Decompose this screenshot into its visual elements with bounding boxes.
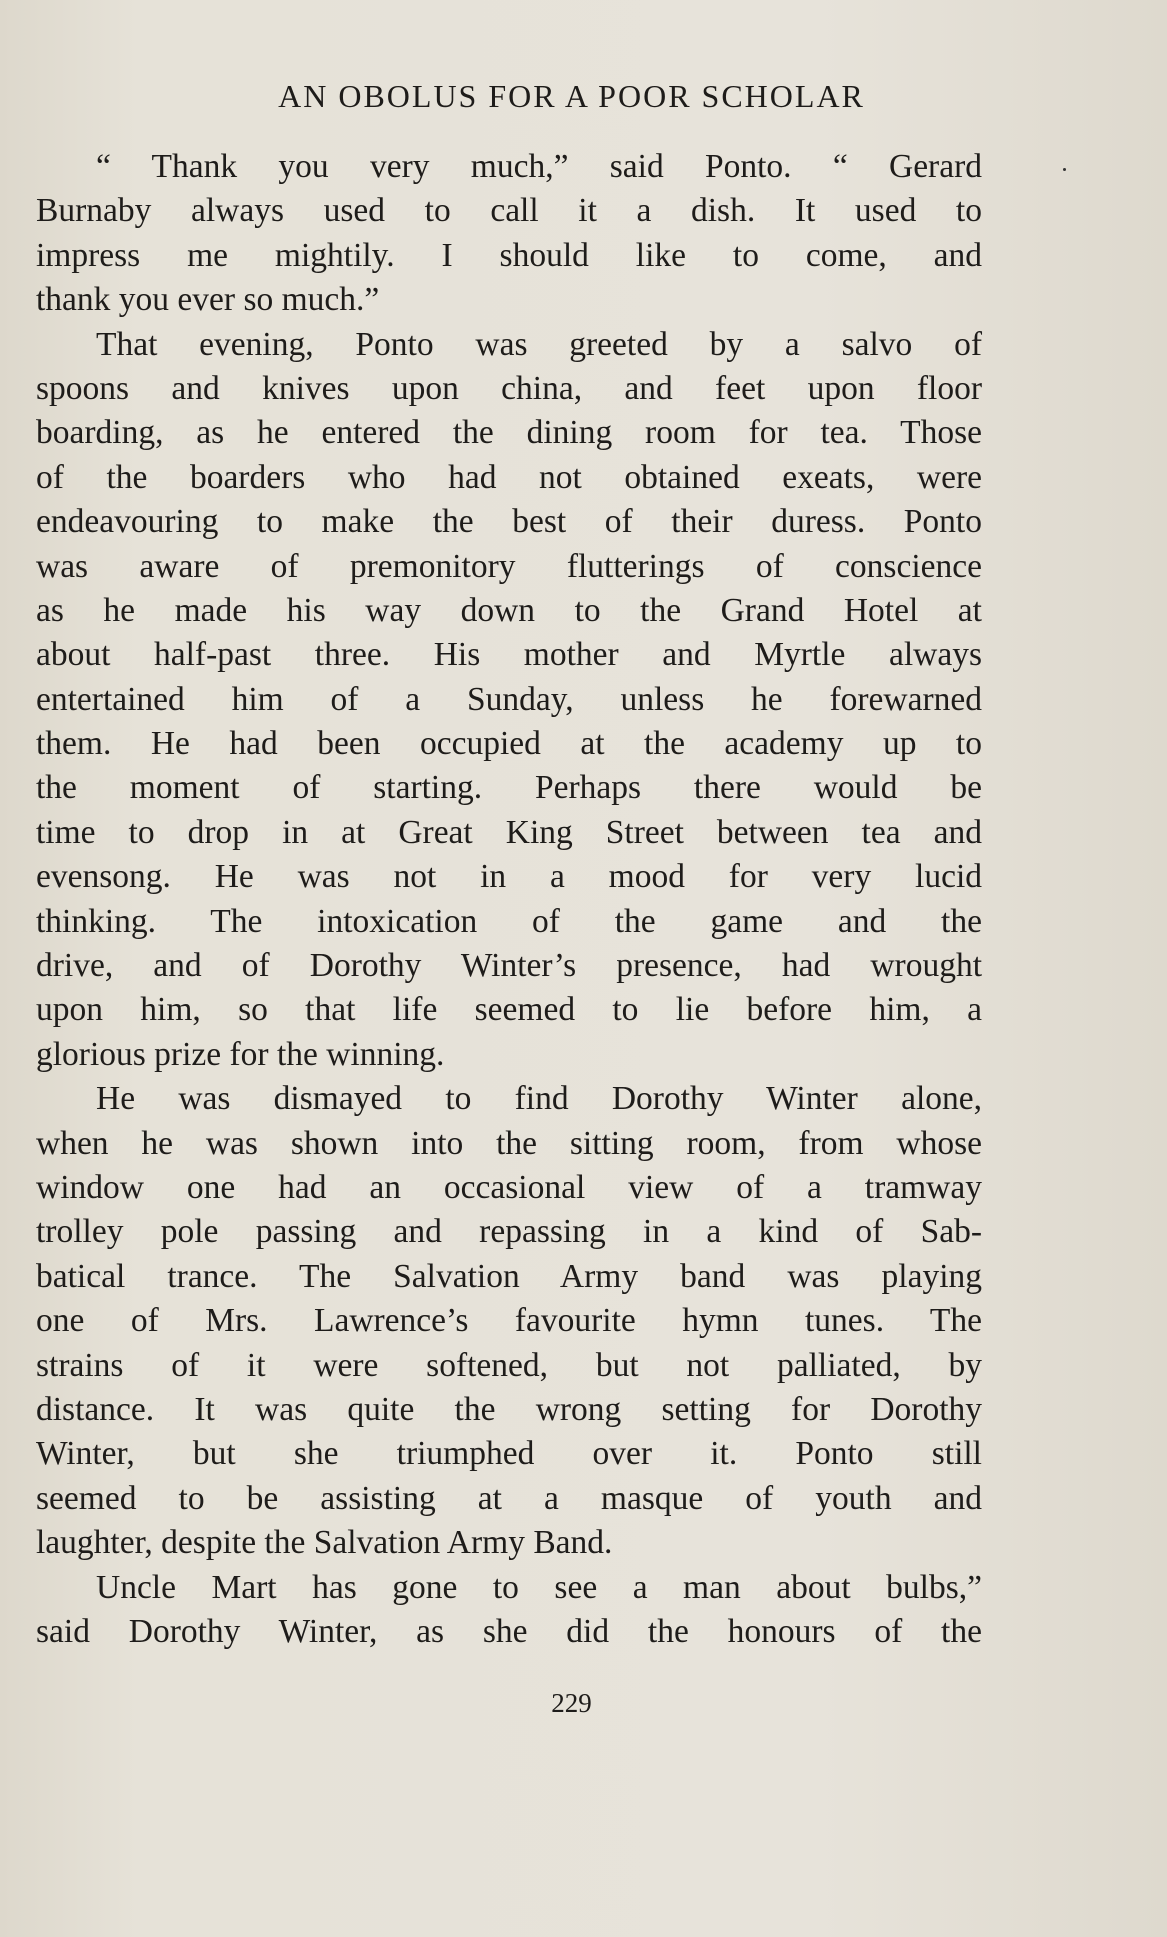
text-line: thinking. The intoxication of the game and the [36, 902, 982, 940]
text-line: time to drop in at Great King Street between tea and [36, 813, 982, 851]
text-line: laughter, despite the Salvation Army Band. [36, 1524, 613, 1562]
page-number: 229 [551, 1688, 592, 1718]
margin-mark [1063, 168, 1066, 171]
text-line: That evening, Ponto was greeted by a salvo of [96, 325, 982, 363]
text-line: boarding, as he entered the dining room for tea. Those [36, 414, 982, 452]
text-line: window one had an occasional view of a tramway [36, 1168, 982, 1206]
text-line: impress me mightily. I should like to come, and [36, 236, 982, 274]
text-line: batical trance. The Salvation Army band was playing [36, 1257, 982, 1295]
text-line: spoons and knives upon china, and feet upon floor [36, 369, 982, 407]
text-line: said Dorothy Winter, as she did the honours of the [36, 1612, 982, 1650]
text-line: of the boarders who had not obtained exeats, were [36, 458, 982, 496]
text-line: strains of it were softened, but not palliated, by [36, 1346, 982, 1384]
text-line: “ Thank you very much,” said Ponto. “ Gerard [96, 148, 982, 185]
text-line: seemed to be assisting at a masque of youth and [36, 1479, 982, 1517]
text-line: He was dismayed to find Dorothy Winter alone, [96, 1080, 982, 1118]
text-line: upon him, so that life seemed to lie before him, a [36, 991, 982, 1029]
text-line: entertained him of a Sunday, unless he forewarned [36, 680, 982, 718]
text-line: distance. It was quite the wrong setting for Dorothy [36, 1390, 982, 1428]
text-line: trolley pole passing and repassing in a kind of Sab- [36, 1213, 982, 1251]
text-line: when he was shown into the sitting room, from whose [36, 1124, 982, 1162]
text-line: drive, and of Dorothy Winter’s presence, had wrought [36, 947, 982, 985]
running-head: AN OBOLUS FOR A POOR SCHOLAR [278, 78, 865, 114]
text-line: as he made his way down to the Grand Hotel at [36, 591, 982, 629]
text-line: was aware of premonitory flutterings of conscience [36, 547, 982, 585]
text-line: them. He had been occupied at the academy up to [36, 725, 982, 763]
text-line: Burnaby always used to call it a dish. It used to [36, 192, 982, 230]
text-line: glorious prize for the winning. [36, 1035, 445, 1073]
text-line: the moment of starting. Perhaps there would be [36, 769, 982, 807]
body-text [36, 145, 982, 1654]
text-line: evensong. He was not in a mood for very lucid [36, 858, 982, 896]
text-line: one of Mrs. Lawrence’s favourite hymn tunes. The [36, 1302, 982, 1340]
text-line: about half-past three. His mother and Myrtle always [36, 636, 982, 674]
text-line: Winter, but she triumphed over it. Ponto still [36, 1435, 982, 1473]
text-line: thank you ever so much.” [36, 281, 380, 319]
text-line: Uncle Mart has gone to see a man about bulbs,” [96, 1568, 982, 1606]
text-line: endeavouring to make the best of their duress. Ponto [36, 503, 982, 541]
